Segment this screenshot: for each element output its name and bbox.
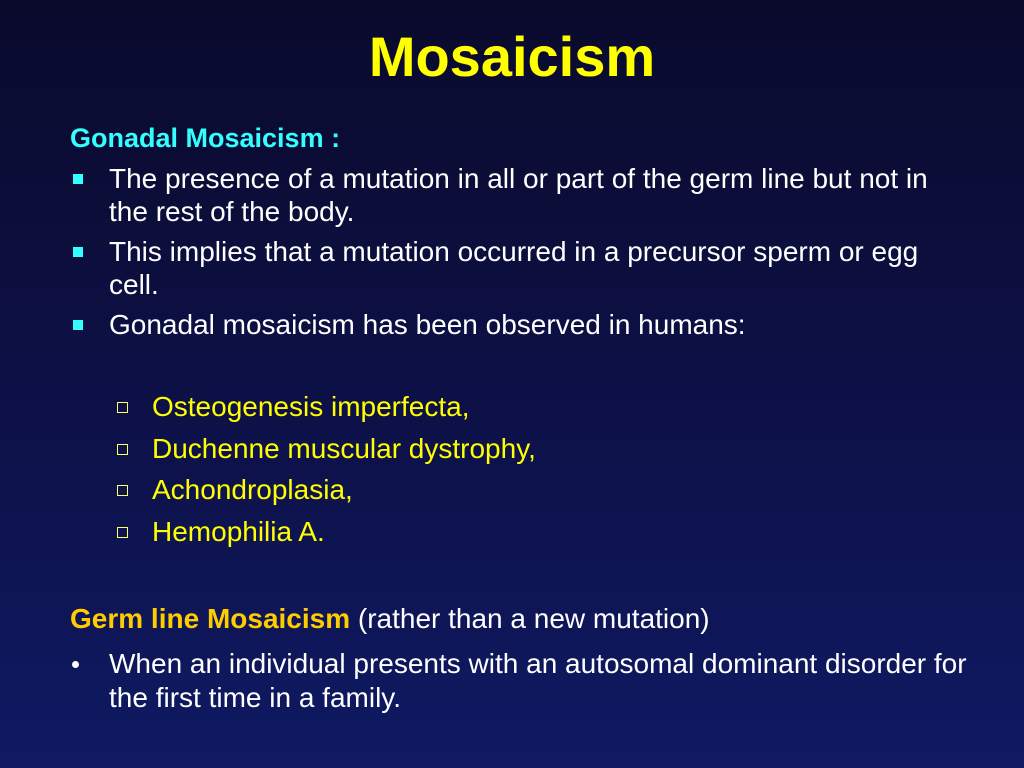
list-item <box>70 162 970 228</box>
bullet-text: When an individual presents with an autosomal dominant disorder for the first time in a family. <box>109 648 967 713</box>
square-bullet-icon <box>73 320 83 330</box>
germline-bullet-list <box>70 647 970 715</box>
germline-heading-line <box>70 602 710 635</box>
bullet-text: Gonadal mosaicism has been observed in humans: <box>109 309 746 340</box>
list-item <box>70 235 970 301</box>
condition-text: Osteogenesis imperfecta, <box>152 391 470 422</box>
germline-heading: Germ line Mosaicism <box>70 603 351 634</box>
list-item <box>70 647 970 715</box>
bullet-text: The presence of a mutation in all or part of the germ line but not in the rest of the body. <box>109 163 928 227</box>
checkbox-bullet-icon <box>117 444 128 455</box>
bullet-text: This implies that a mutation occurred in a precursor sperm or egg cell. <box>109 236 919 300</box>
list-item <box>116 432 536 465</box>
checkbox-bullet-icon <box>117 402 128 413</box>
condition-text: Duchenne muscular dystrophy, <box>152 432 536 464</box>
dot-bullet-icon <box>72 661 79 668</box>
gonadal-bullet-list <box>70 162 970 348</box>
condition-list <box>116 390 536 556</box>
square-bullet-icon <box>73 247 83 257</box>
list-item <box>116 390 536 423</box>
square-bullet-icon <box>73 174 83 184</box>
list-item <box>70 308 970 341</box>
checkbox-bullet-icon <box>117 485 128 496</box>
condition-text: Achondroplasia, <box>152 474 353 505</box>
condition-text: Hemophilia A. <box>152 515 325 547</box>
list-item <box>116 515 536 548</box>
slide-title: Mosaicism <box>368 25 656 88</box>
list-item <box>116 473 536 506</box>
checkbox-bullet-icon <box>117 527 128 538</box>
gonadal-heading: Gonadal Mosaicism : <box>70 123 341 153</box>
germline-note: (rather than a new mutation) <box>350 603 710 634</box>
